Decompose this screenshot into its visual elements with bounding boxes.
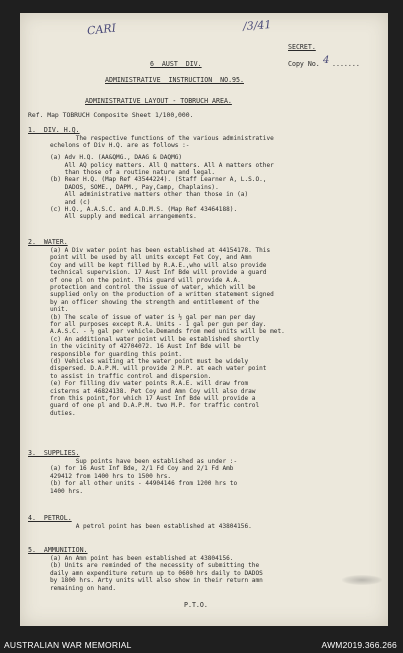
section-line: (a) An Amn point has been established at 43804156. [28, 554, 234, 562]
section-heading: 5. AMMUNITION. [28, 546, 88, 554]
section-line: (b) for all other units - 44904146 from 1200 hrs to [28, 480, 238, 488]
section-heading: 2. WATER. [28, 238, 68, 246]
copy-no-dots: ....... [332, 60, 360, 68]
ink-stamp-mark [342, 575, 382, 585]
section-line: supplied only on the production of a written statement signed [28, 291, 274, 299]
section-line: cisterns at 46824138. Pet Coy and Amn Coy will also draw [28, 387, 256, 395]
handwritten-annotation-number: /3/41 [242, 18, 272, 33]
section-line: point will be used by all units except Fet Coy, and Amn [28, 254, 252, 262]
pto-label: P.T.O. [184, 601, 208, 609]
section-line: The respective functions of the various administrative [28, 134, 274, 142]
section-heading: 1. DIV. H.Q. [28, 126, 80, 134]
section-line: remaining on hand. [28, 584, 117, 592]
section-line: Coy and will be kept filled by R.A.E.,who will also provide [28, 261, 267, 269]
section-line: duties. [28, 409, 76, 417]
section-line: for all purposes except R.A. Units - 1 gal per gun per day. [28, 320, 267, 328]
section-line: (c) An additional water point will be established shortly [28, 335, 260, 343]
section-line: A.A.S.C. - ½ gal per vehicle.Demands from med units will be met. [28, 328, 285, 336]
section-line: DADOS, SOME., DAPM., Pay,Camp, Chaplains). [28, 183, 219, 191]
section-line: and (c) [28, 198, 91, 206]
section-heading: 4. PETROL. [28, 514, 72, 522]
section-line: echelons of Div H.Q. are as follows :- [28, 142, 190, 150]
section-line: responsible for guarding this point. [28, 350, 183, 358]
section-line: technical supervision. 17 Aust Inf Bde will provide a guard [28, 269, 267, 277]
section-heading: 3. SUPPLIES. [28, 449, 80, 457]
section-line: (a) Adv H.Q. (AA&QMG., DAAG & DAQMG) [28, 154, 183, 162]
section-line: A petrol point has been established at 43804156. [28, 522, 252, 530]
section-line: in the vicinity of 42704072. 16 Aust Inf Bde will be [28, 343, 241, 351]
archive-footer [0, 626, 403, 653]
document-page [20, 13, 388, 626]
section-line: (c) H.Q., A.A.S.C. and A.D.M.S. (Map Ref 43464188). [28, 205, 238, 213]
map-reference: Ref. Map TOBRUCH Composite Sheet 1/100,000. [28, 111, 194, 119]
section-line: guard of one pl and D.A.P.M. two M.P. for traffic control [28, 402, 260, 410]
layout-title: ADMINISTRATIVE LAYOUT - TOBRUCH AREA. [85, 97, 232, 105]
division-heading: 6 AUST DIV. [150, 60, 202, 68]
section-line: (d) Vehicles waiting at the water point must be widely [28, 357, 249, 365]
handwritten-annotation-left: CARI [86, 21, 117, 38]
section-line: to assist in traffic control and dispersion. [28, 372, 212, 380]
footer-accession-number: AWM2019.366.266 [321, 640, 397, 650]
classification-label: SECRET. [288, 43, 316, 51]
section-line: from this point,for which 17 Aust Inf Bde will provide a [28, 394, 256, 402]
section-line: (b) Rear H.Q. (Map Ref 43544224). (Staff Learner A, L.S.O., [28, 176, 267, 184]
copy-no-label: Copy No. [288, 60, 320, 68]
footer-institution: AUSTRALIAN WAR MEMORIAL [4, 640, 132, 650]
section-line: All administrative matters other than those in (a) [28, 191, 249, 199]
section-line: than those of a routine nature and legal. [28, 168, 216, 176]
section-line: (a) for 16 Aust Inf Bde, 2/1 Fd Coy and 2/1 Fd Amb [28, 465, 234, 473]
section-line: protection and control the issue of water, which will be [28, 283, 256, 291]
section-line: (b) The scale of issue of water is ½ gal per man per day [28, 313, 256, 321]
section-line: 429412 from 1400 hrs to 1500 hrs. [28, 472, 172, 480]
section-line: by an officer showing the strength and entitlement of the [28, 298, 260, 306]
section-line: 1400 hrs. [28, 487, 84, 495]
section-line: unit. [28, 306, 69, 314]
section-line: of one pl on the point. This guard will provide A.A. [28, 276, 241, 284]
section-line: daily amn expenditure return up to 0600 hrs daily to DADOS [28, 569, 263, 577]
section-line: by 1800 hrs. Arty units will also show in their return amn [28, 577, 263, 585]
section-line: All supply and medical arrangements. [28, 213, 197, 221]
instruction-heading: ADMINISTRATIVE INSTRUCTION NO.95. [105, 76, 244, 84]
section-line: dispersed. D.A.P.M. will provide 2 M.P. at each water point [28, 365, 267, 373]
section-line: (e) For filling div water points R.A.E. will draw from [28, 380, 249, 388]
section-line: (a) A Div water point has been established at 44154178. This [28, 246, 271, 254]
section-line: All AQ policy matters. All Q matters. All A matters other [28, 161, 274, 169]
handwritten-copy-number: 4 [323, 55, 330, 66]
section-line: (b) Units are reminded of the necessity of submitting the [28, 562, 260, 570]
section-line: Sup points have been established as under :- [28, 457, 238, 465]
